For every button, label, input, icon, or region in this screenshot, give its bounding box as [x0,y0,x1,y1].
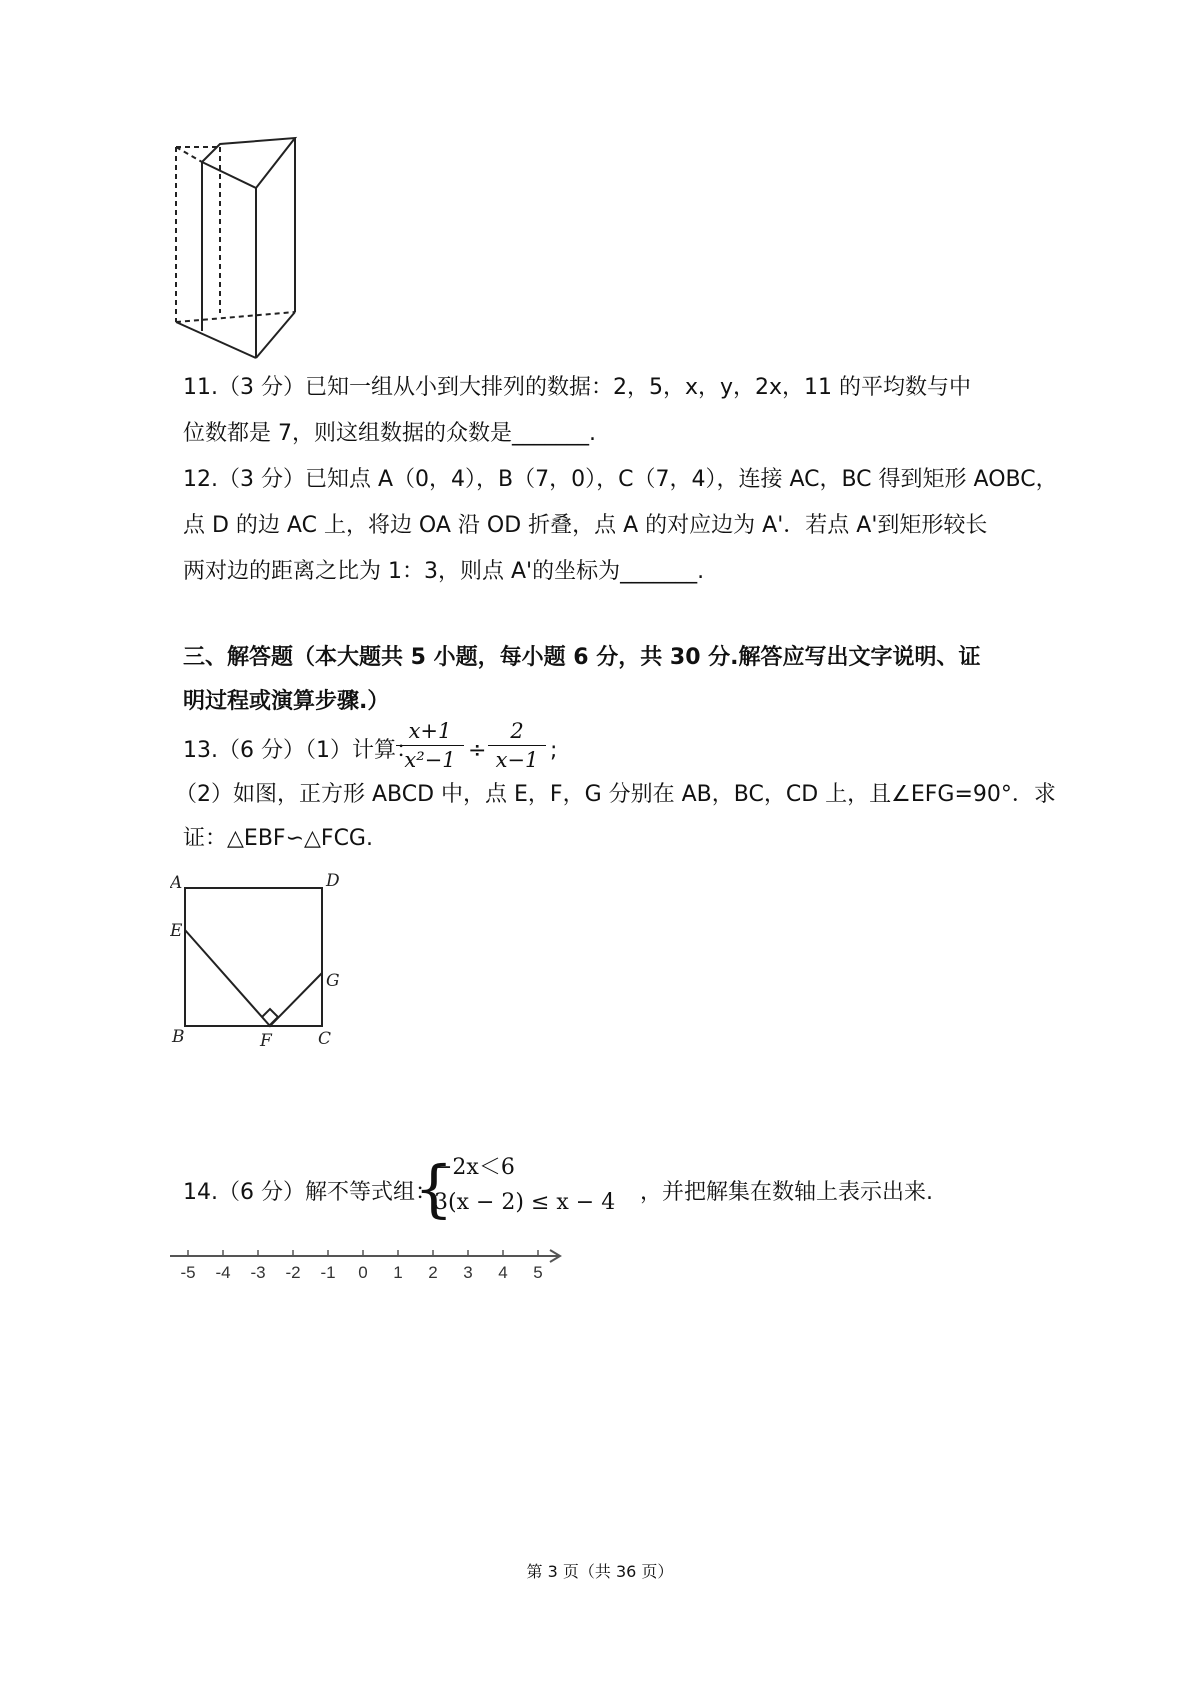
inequality-1: −2x＜6 [434,1155,515,1180]
section3-heading-line2: 明过程或演算步骤.） [183,689,390,714]
q12-line1: 12.（3 分）已知点 A（0，4），B（7，0），C（7，4），连接 AC，BC 得到矩形 AOBC， [183,467,1058,492]
tick-label: 1 [393,1263,403,1282]
q13-semicolon: ; [550,738,558,763]
q12-line2: 点 D 的边 AC 上，将边 OA 沿 OD 折叠，点 A 的对应边为 A'．若点 A'到矩形较长 [183,513,988,538]
q11-line2: 位数都是 7，则这组数据的众数是_______. [183,421,596,446]
q13-part2-line1: （2）如图，正方形 ABCD 中，点 E，F，G 分别在 AB，BC，CD 上，且∠EFG=90°．求 [175,782,1056,807]
tick-label: 4 [498,1263,508,1282]
prism-figure [170,130,320,370]
tick-label: 0 [358,1263,368,1282]
system-brace: { [414,1152,454,1225]
hidden-edge [176,147,202,162]
q13-fraction-2 [488,718,546,773]
tick-label: 2 [428,1263,438,1282]
q14-prefix: 14.（6 分）解不等式组： [183,1180,437,1205]
bottom-edge [256,312,295,358]
q13-fraction-1 [396,718,464,773]
tick-label: -5 [180,1263,196,1282]
fraction-numerator: x+1 [408,719,452,743]
label-e: E [170,921,183,941]
right-angle-mark [262,1009,278,1025]
label-a: A [170,873,183,893]
tick-label: 3 [463,1263,473,1282]
q12-line3: 两对边的距离之比为 1：3，则点 A'的坐标为_______. [183,559,705,584]
tick-label: 5 [533,1263,543,1282]
fraction-numerator: 2 [510,719,524,743]
bottom-edge [176,322,256,358]
inequality-2: 3(x − 2) ≤ x − 4 [434,1190,616,1215]
tick-label: -4 [215,1263,231,1282]
division-sign: ÷ [468,738,487,763]
q13-prefix: 13.（6 分）（1）计算： [183,738,418,763]
label-b: B [172,1027,185,1047]
fraction-denominator: x²−1 [404,748,456,772]
square-figure [170,870,370,1060]
label-f: F [260,1031,272,1051]
tick-label: -1 [320,1263,336,1282]
q11-line1: 11.（3 分）已知一组从小到大排列的数据：2，5，x，y，2x，11 的平均数与中 [183,375,972,400]
section3-heading-line1: 三、解答题（本大题共 5 小题，每小题 6 分，共 30 分.解答应写出文字说明、证 [183,645,981,670]
square-abcd [185,888,322,1026]
top-face [202,138,295,188]
fraction-denominator: x−1 [495,748,539,772]
label-g: G [326,971,340,991]
q13-part2-line2: 证：△EBF∽△FCG. [183,826,373,851]
hidden-edge [176,312,295,322]
q14-suffix: ，并把解集在数轴上表示出来. [640,1180,933,1205]
number-line [170,1240,610,1300]
tick-label: -3 [250,1263,266,1282]
segments-efg [185,930,322,1026]
tick-label: -2 [285,1263,301,1282]
label-d: D [326,871,340,891]
page-footer: 第 3 页（共 36 页） [526,1562,674,1581]
label-c: C [318,1029,332,1049]
